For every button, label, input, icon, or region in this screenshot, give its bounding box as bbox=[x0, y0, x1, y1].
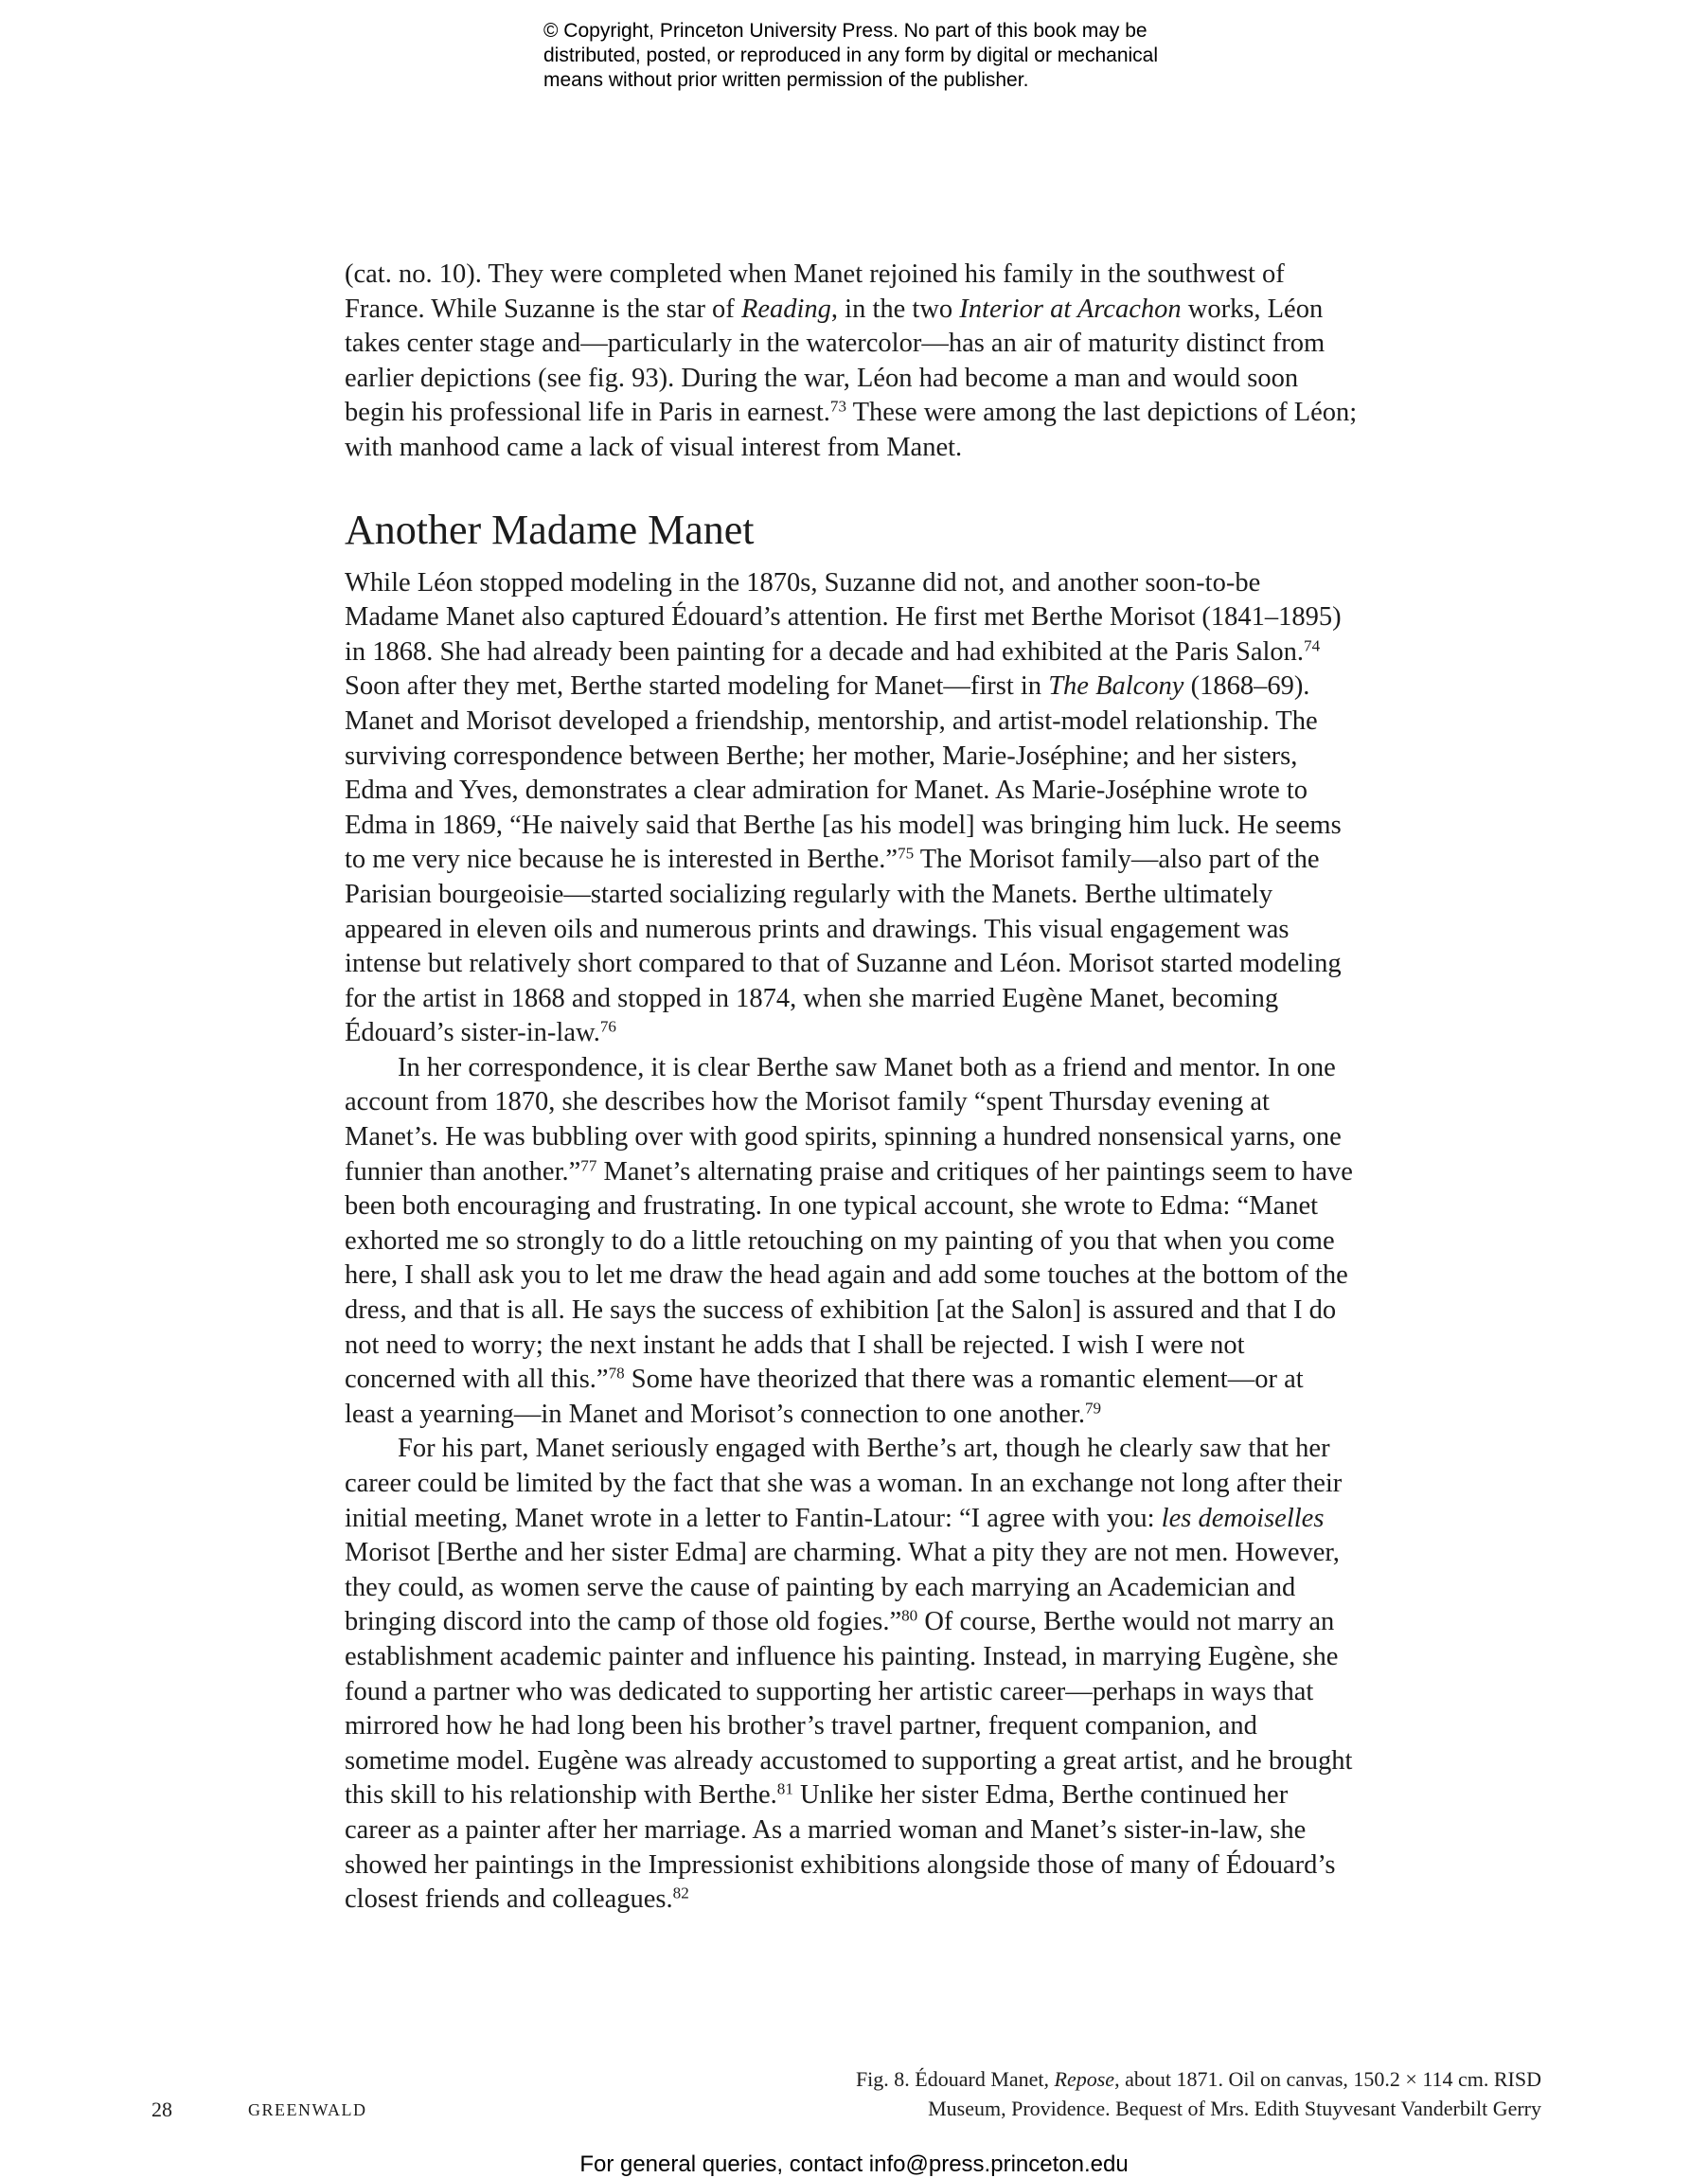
section-heading: Another Madame Manet bbox=[345, 506, 755, 553]
footnote-ref: 74 bbox=[1304, 636, 1321, 655]
paragraph-continuation: (cat. no. 10). They were completed when Manet rejoined his family in the southwest of France. While Suzanne is the star of Reading, in the two Interior at Arcachon works, Léon takes center stage and—particularly in the watercolor—has an air of maturity distinct from earlier depictions (see fig. 93). During the war, Léon had become a man and would soon begin his professional life in Paris in earnest.$^{73}$ These were among the last depictions of Léon; with manhood came a lack of visual interest from Manet. bbox=[345, 259, 1358, 462]
footnote-ref: 79 bbox=[1084, 1399, 1102, 1418]
footnote-ref: 80 bbox=[901, 1606, 918, 1625]
footnote-ref: 73 bbox=[829, 397, 846, 416]
artwork-title: Interior at Arcachon bbox=[959, 294, 1182, 324]
footnote-ref: 78 bbox=[608, 1364, 625, 1383]
footnote-ref: 75 bbox=[898, 844, 915, 863]
running-head: GREENWALD bbox=[248, 2100, 367, 2119]
paragraph: For his part, Manet seriously engaged with Berthe’s art, though he clearly saw that her career could be limited by the fact that she was a woman. In an exchange not long after their initial meeting, Manet wrote in a letter to Fantin-Latour: “I agree with you: les demoiselles Morisot [Berthe and her sister Edma] are charming. What a pity they are not men. However, they could, as women serve the cause of painting by each marrying an Academician and bringing discord into the camp of those old fogies.”$^{80}$ Of course, Berthe would not marry an establishment academic painter and influence his painting. Instead, in marrying Eugène, she found a partner who was dedicated to supporting her artistic career—perhaps in ways that mirrored how he had long been his brother’s travel partner, frequent companion, and sometime model. Eugène was already accustomed to supporting a great artist, and he brought this skill to his relationship with Berthe.$^{81}$ Unlike her sister Edma, Berthe continued her career as a painter after her marriage. As a married woman and Manet’s sister-in-law, she showed her paintings in the Impressionist exhibitions alongside those of many of Édouard’s closest friends and colleagues.$^{82}$ bbox=[345, 1434, 1353, 1915]
paragraph: In her correspondence, it is clear Berthe saw Manet both as a friend and mentor. In one account from 1870, she describes how the Morisot family “spent Thursday evening at Manet’s. He was bubbling over with good spirits, spinning a hundred nonsensical yarns, one funnier than another.”$^{77}$ Manet’s alternating praise and critiques of her paintings seem to have been both encouraging and frustrating. In one typical account, she wrote to Edma: “Manet exhorted me so strongly to do a little retouching on my painting of you that when you come here, I shall ask you to let me draw the head again and add some touches at the bottom of the dress, and that is all. He says the success of exhibition [at the Salon] is assured and that I do not need to worry; the next instant he adds that I shall be rejected. I wish I were not concerned with all this.”$^{78}$ Some have theorized that there was a romantic element—or at least a yearning—in Manet and Morisot’s connection to one another.$^{79}$ bbox=[345, 1052, 1353, 1429]
artwork-title: The Balcony bbox=[1048, 671, 1184, 702]
page-number: 28 bbox=[151, 2098, 172, 2121]
copyright-line: means without prior written permission of the publisher. bbox=[543, 69, 1029, 91]
body-text bbox=[345, 258, 1358, 1918]
figure-caption: Fig. 8. Édouard Manet, Repose, about 1871. Oil on canvas, 150.2 × 114 cm. RISD Museum, Providence. Bequest of Mrs. Edith Stuyvesant Vanderbilt Gerry bbox=[855, 2067, 1541, 2120]
artwork-title: Reading bbox=[740, 294, 831, 324]
contact-line: For general queries, contact info@press.princeton.edu bbox=[579, 2151, 1129, 2177]
footnote-ref: 77 bbox=[580, 1156, 597, 1175]
footnote-ref: 82 bbox=[672, 1883, 689, 1902]
copyright-line: © Copyright, Princeton University Press. No part of this book may be bbox=[543, 20, 1148, 42]
copyright-notice bbox=[543, 19, 1206, 93]
footnote-ref: 76 bbox=[599, 1017, 616, 1036]
artwork-title: Repose bbox=[1054, 2067, 1115, 2091]
paragraph: While Léon stopped modeling in the 1870s, Suzanne did not, and another soon-to-be Madame Manet also captured Édouard’s attention. He first met Berthe Morisot (1841–1895) in 1868. She had already been painting for a decade and had exhibited at the Paris Salon.$^{74}$ Soon after they met, Berthe started modeling for Manet—first in The Balcony (1868–69). Manet and Morisot developed a friendship, mentorship, and artist-model relationship. The surviving correspondence between Berthe; her mother, Marie-Joséphine; and her sisters, Edma and Yves, demonstrates a clear admiration for Manet. As Marie-Joséphine wrote to Edma in 1869, “He naively said that Berthe [as his model] was bringing him luck. He seems to me very nice because he is interested in Berthe.”$^{75}$ The Morisot family—also part of the Parisian bourgeoisie—started socializing regularly with the Manets. Berthe ultimately appeared in eleven oils and numerous prints and drawings. This visual engagement was intense but relatively short compared to that of Suzanne and Léon. Morisot started modeling for the artist in 1868 and stopped in 1874, when she married Eugène Manet, becoming Édouard’s sister-in-law.$^{76}$ bbox=[345, 567, 1342, 1048]
footnote-ref: 81 bbox=[776, 1779, 793, 1798]
copyright-line: distributed, posted, or reproduced in any form by digital or mechanical bbox=[543, 45, 1159, 66]
foreign-phrase: les demoiselles bbox=[1161, 1503, 1325, 1533]
